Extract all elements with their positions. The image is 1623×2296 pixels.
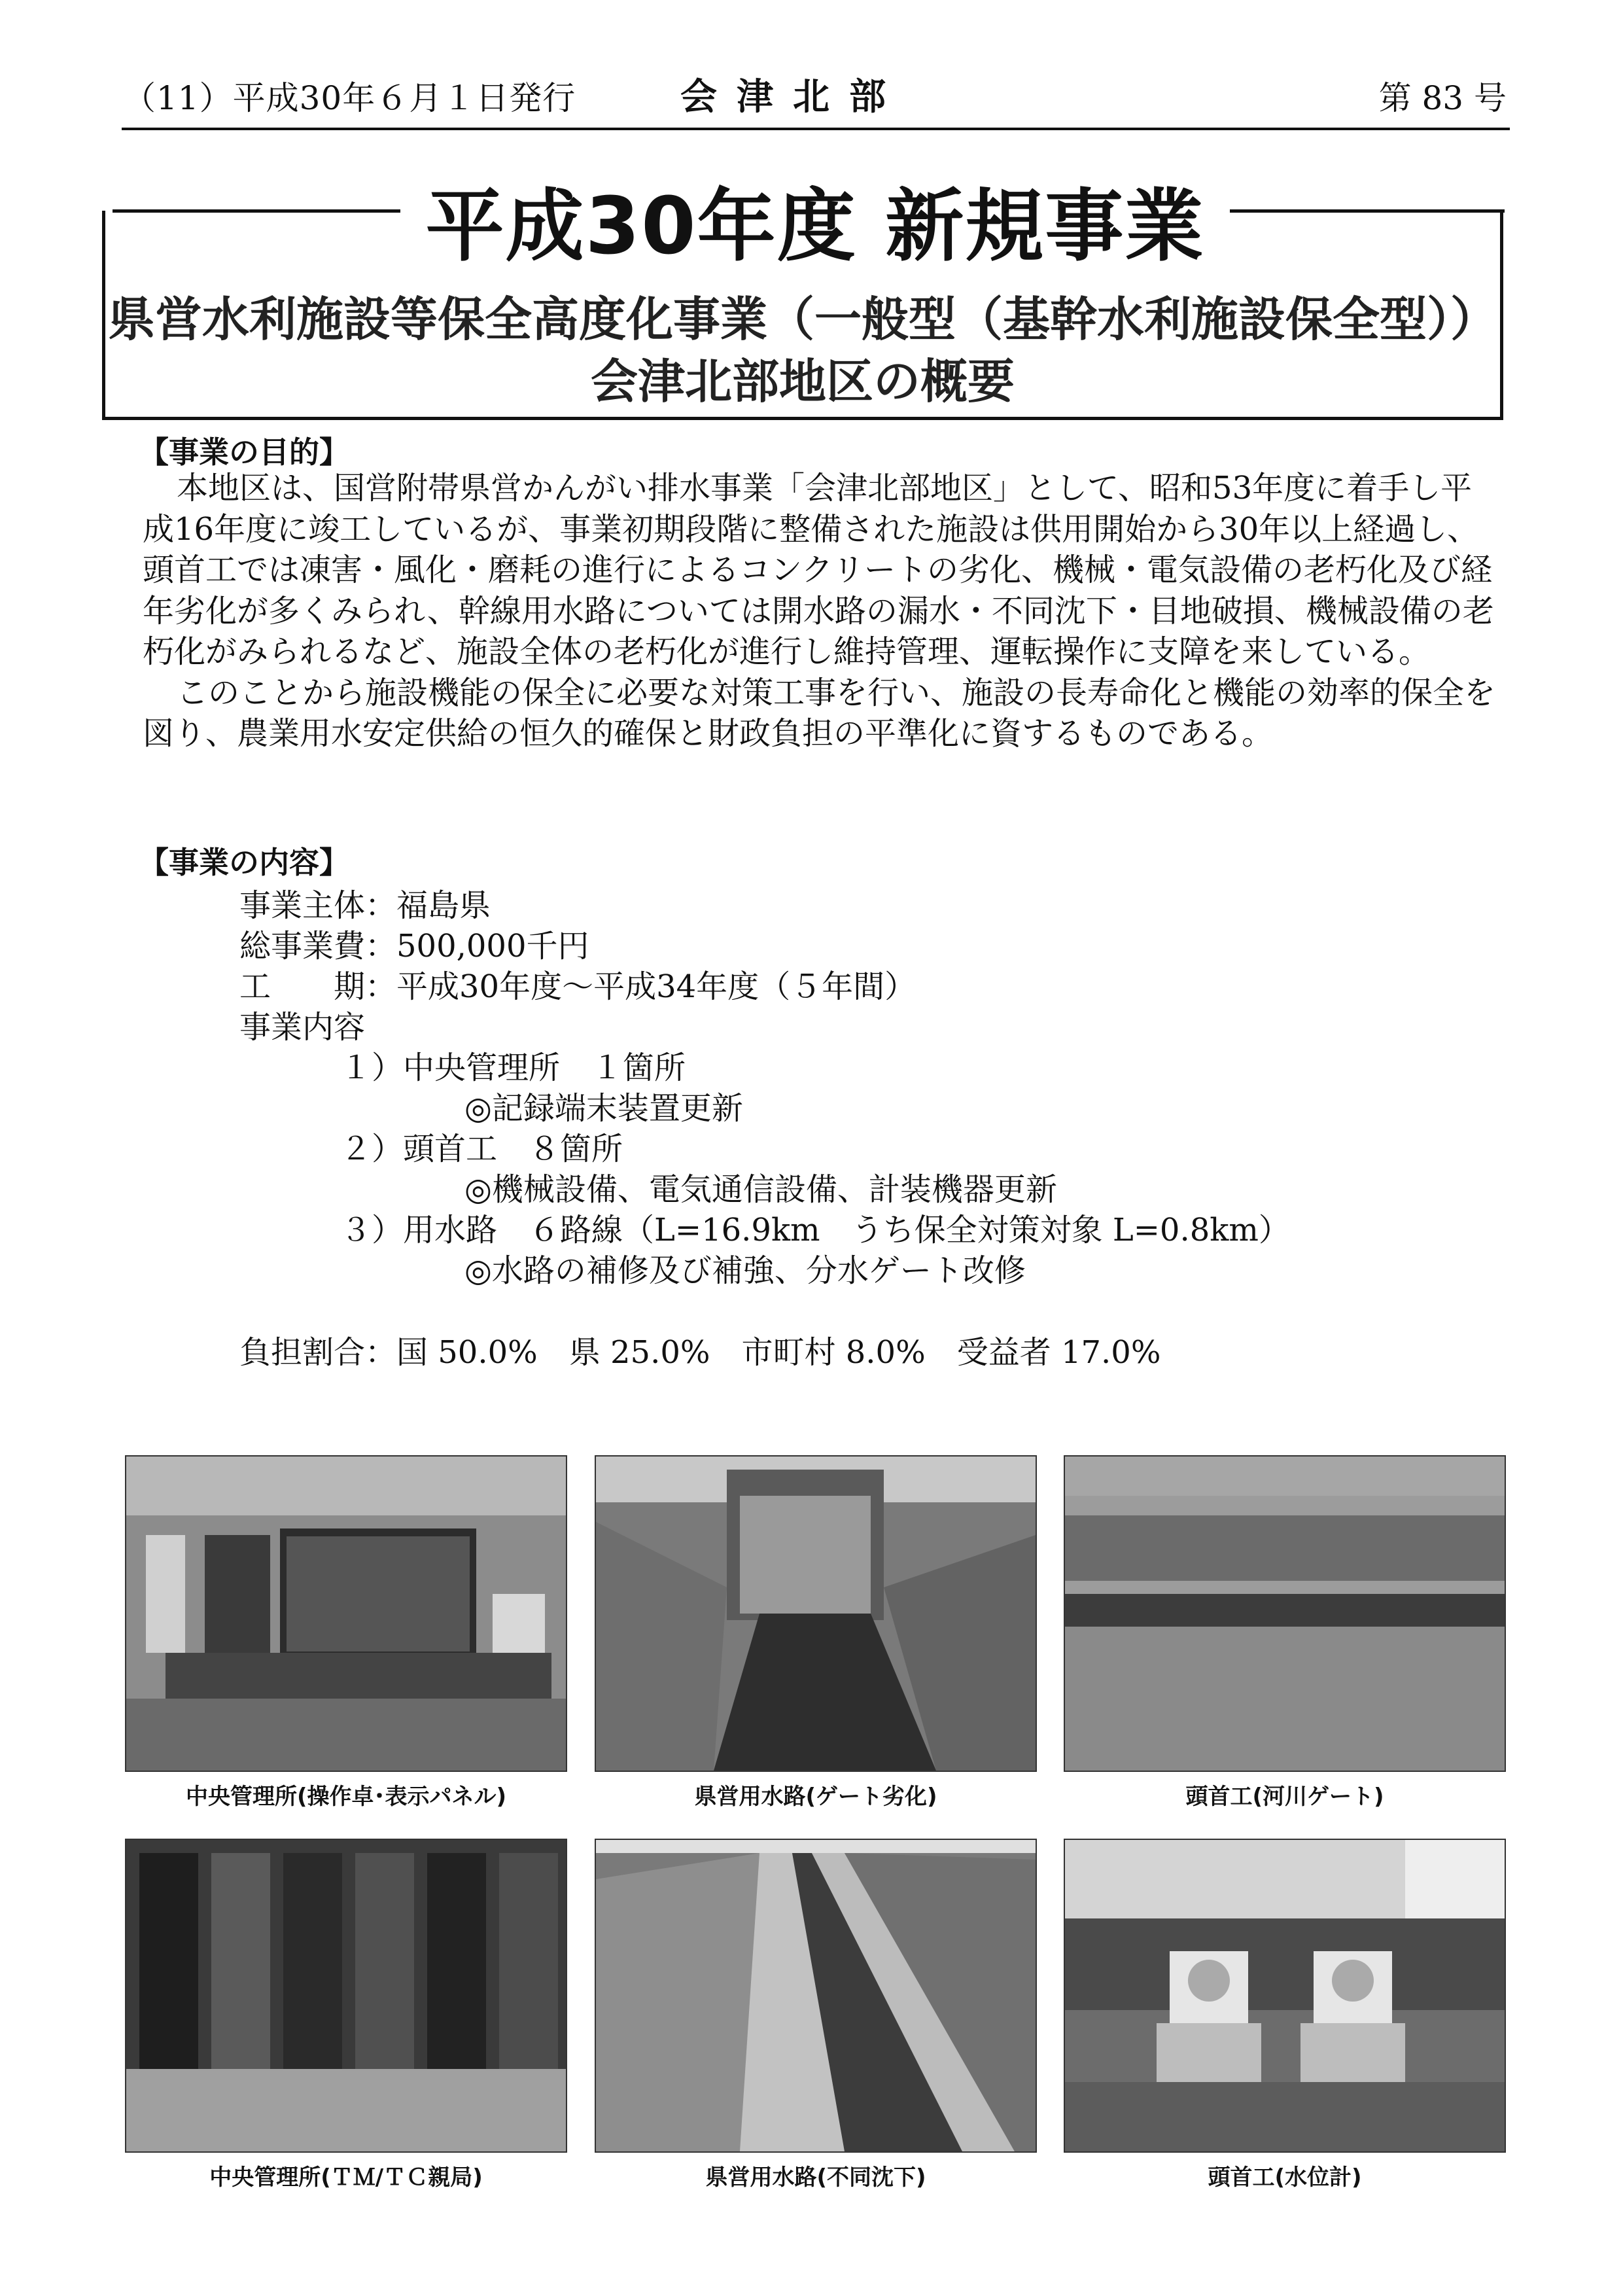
project-item-3-detail: ◎水路の補修及び補強、分水ゲート改修 (464, 1252, 1026, 1289)
project-item-1: １）中央管理所 １箇所 (340, 1050, 686, 1086)
content-heading: 【事業の内容】 (139, 845, 349, 880)
project-item-2: ２）頭首工 ８箇所 (340, 1131, 623, 1167)
purpose-body (143, 468, 1497, 754)
newsletter-name: 会津北部 (680, 76, 905, 118)
project-entity: 事業主体：福島県 (239, 887, 491, 924)
river-gate-photo (1064, 1455, 1506, 1772)
equipment-rack-photo (125, 1839, 567, 2153)
water-level-gauge-photo (1064, 1839, 1506, 2153)
canal-settlement-photo (595, 1839, 1037, 2153)
canal-gate-photo (595, 1455, 1037, 1772)
project-item-3: ３）用水路 ６路線（L=16.9km うち保全対策対象 L=0.8km） (340, 1212, 1290, 1248)
project-items-label: 事業内容 (239, 1009, 366, 1046)
cost-share: 負担割合：国 50.0% 県 25.0% 市町村 8.0% 受益者 17.0% (239, 1334, 1161, 1371)
purpose-paragraph-2: このことから施設機能の保全に必要な対策工事を行い、施設の長寿命化と機能の効率的保全を図り、農業用水安定供給の恒久的確保と財政負担の平準化に資するものである。 (143, 674, 1496, 752)
project-item-1-detail: ◎記録端末装置更新 (464, 1090, 743, 1127)
photo-caption-4: 中央管理所(ＴＭ/ＴＣ親局) (209, 2164, 483, 2191)
header-rule (122, 128, 1510, 130)
photo-caption-2: 県営用水路(ゲート劣化) (694, 1784, 937, 1810)
purpose-paragraph-1: 本地区は、国営附帯県営かんがい排水事業「会津北部地区」として、昭和53年度に着手し平成16年度に竣工しているが、事業初期段階に整備された施設は供用開始から30年以上経過し、頭首工では凍害・風化・磨耗の進行によるコンクリートの劣化、機械・電気設備の老朽化及び経年劣化が多くみられ、幹線用水路については開水路の漏水・不同沈下・目地破損、機械設備の老朽化がみられるなど、施設全体の老朽化が進行し維持管理、運転操作に支障を来している。 (143, 470, 1494, 670)
project-period: 工 期：平成30年度～平成34年度（５年間） (239, 968, 916, 1005)
photo-caption-5: 県営用水路(不同沈下) (705, 2164, 926, 2191)
issue-number: 第 83 号 (1378, 79, 1507, 117)
subtitle-line1: 県営水利施設等保全高度化事業（一般型（基幹水利施設保全型）） (107, 292, 1497, 347)
project-cost: 総事業費：500,000千円 (239, 928, 589, 964)
photo-caption-3: 頭首工(河川ゲート) (1185, 1784, 1384, 1810)
purpose-heading: 【事業の目的】 (139, 434, 349, 470)
issue-date: （11）平成30年６月１日発行 (123, 79, 576, 117)
subtitle-line2: 会津北部地区の概要 (590, 354, 1015, 409)
photo-caption-6: 頭首工(水位計) (1208, 2164, 1362, 2191)
control-room-photo (125, 1455, 567, 1772)
photo-caption-1: 中央管理所(操作卓･表示パネル) (185, 1784, 507, 1810)
main-title: 平成30年度 新規事業 (425, 181, 1205, 272)
project-item-2-detail: ◎機械設備、電気通信設備、計装機器更新 (464, 1171, 1057, 1208)
